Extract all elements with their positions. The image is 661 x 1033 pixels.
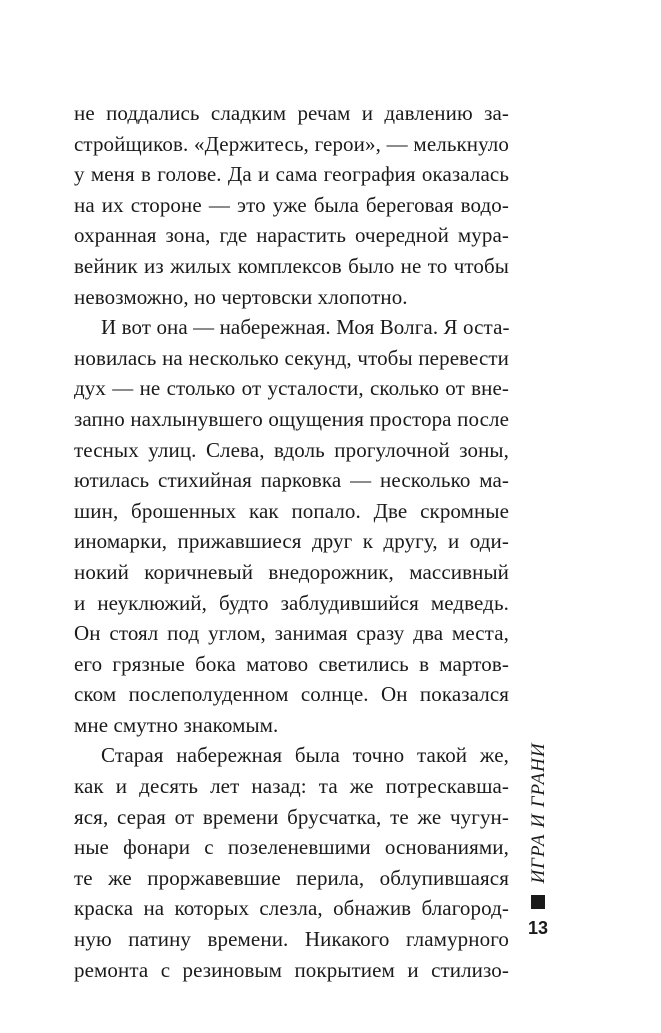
body-text-line: те же проржавевшие перила, облупившаяся — [74, 865, 509, 890]
body-text-line: охранная зона, где нарастить очередной мура- — [74, 223, 509, 248]
body-text-line: его грязные бока матово светились в мартов- — [74, 651, 509, 676]
body-text-line: иномарки, прижавшиеся друг к другу, и оди- — [74, 529, 509, 554]
running-head-title: ИГРА И ГРАНИ — [528, 742, 549, 884]
body-text-line: на их стороне — это уже была береговая водо- — [74, 192, 509, 217]
body-text-line: новилась на несколько секунд, чтобы перевести — [74, 345, 509, 370]
body-text-line: стройщиков. «Держитесь, герои», — мелькнуло — [74, 131, 509, 156]
body-text-line: шин, брошенных как попало. Две скромные — [74, 498, 509, 523]
body-text-line: мне смутно знакомым. — [74, 712, 279, 737]
body-text-line: нокий коричневый внедорожник, массивный — [74, 559, 509, 584]
body-text-line: запно нахлынувшего ощущения простора после — [74, 406, 509, 431]
body-text-line: невозможно, но чертовски хлопотно. — [74, 284, 408, 309]
body-text-column — [74, 98, 509, 985]
running-head — [528, 738, 550, 888]
body-text-line: дух — не столько от усталости, сколько от вне- — [74, 376, 509, 401]
section-marker-square — [531, 895, 545, 909]
body-text-line: ютилась стихийная парковка — несколько ма- — [74, 468, 509, 493]
body-text-line: яся, серая от времени брусчатка, те же чугун- — [74, 804, 509, 829]
body-text-line: как и десять лет назад: та же потрескавша- — [74, 774, 509, 799]
body-text-line: у меня в голове. Да и сама география оказалась — [74, 162, 509, 187]
body-text-line: Он стоял под углом, занимая сразу два места, — [74, 621, 509, 646]
body-text-line: краска на которых слезла, обнажив благород- — [74, 896, 509, 921]
body-text-line: ремонта с резиновым покрытием и стилизо- — [74, 957, 509, 982]
page-number: 13 — [527, 918, 549, 938]
body-text-line: и неуклюжий, будто заблудившийся медведь. — [74, 590, 509, 615]
body-text-line: не поддались сладким речам и давлению за- — [74, 101, 509, 125]
body-text-line: И вот она — набережная. Моя Волга. Я оста- — [101, 315, 510, 340]
body-text-line: ском послеполуденном солнце. Он показался — [74, 682, 509, 707]
body-text-line: вейник из жилых комплексов было не то чтобы — [74, 253, 509, 278]
body-text-line: Старая набережная была точно такой же, — [101, 743, 509, 768]
body-text-line: ную патину времени. Никакого гламурного — [74, 927, 509, 952]
body-text-line: тесных улиц. Слева, вдоль прогулочной зоны, — [74, 437, 509, 462]
body-text-line: ные фонари с позеленевшими основаниями, — [74, 835, 509, 860]
